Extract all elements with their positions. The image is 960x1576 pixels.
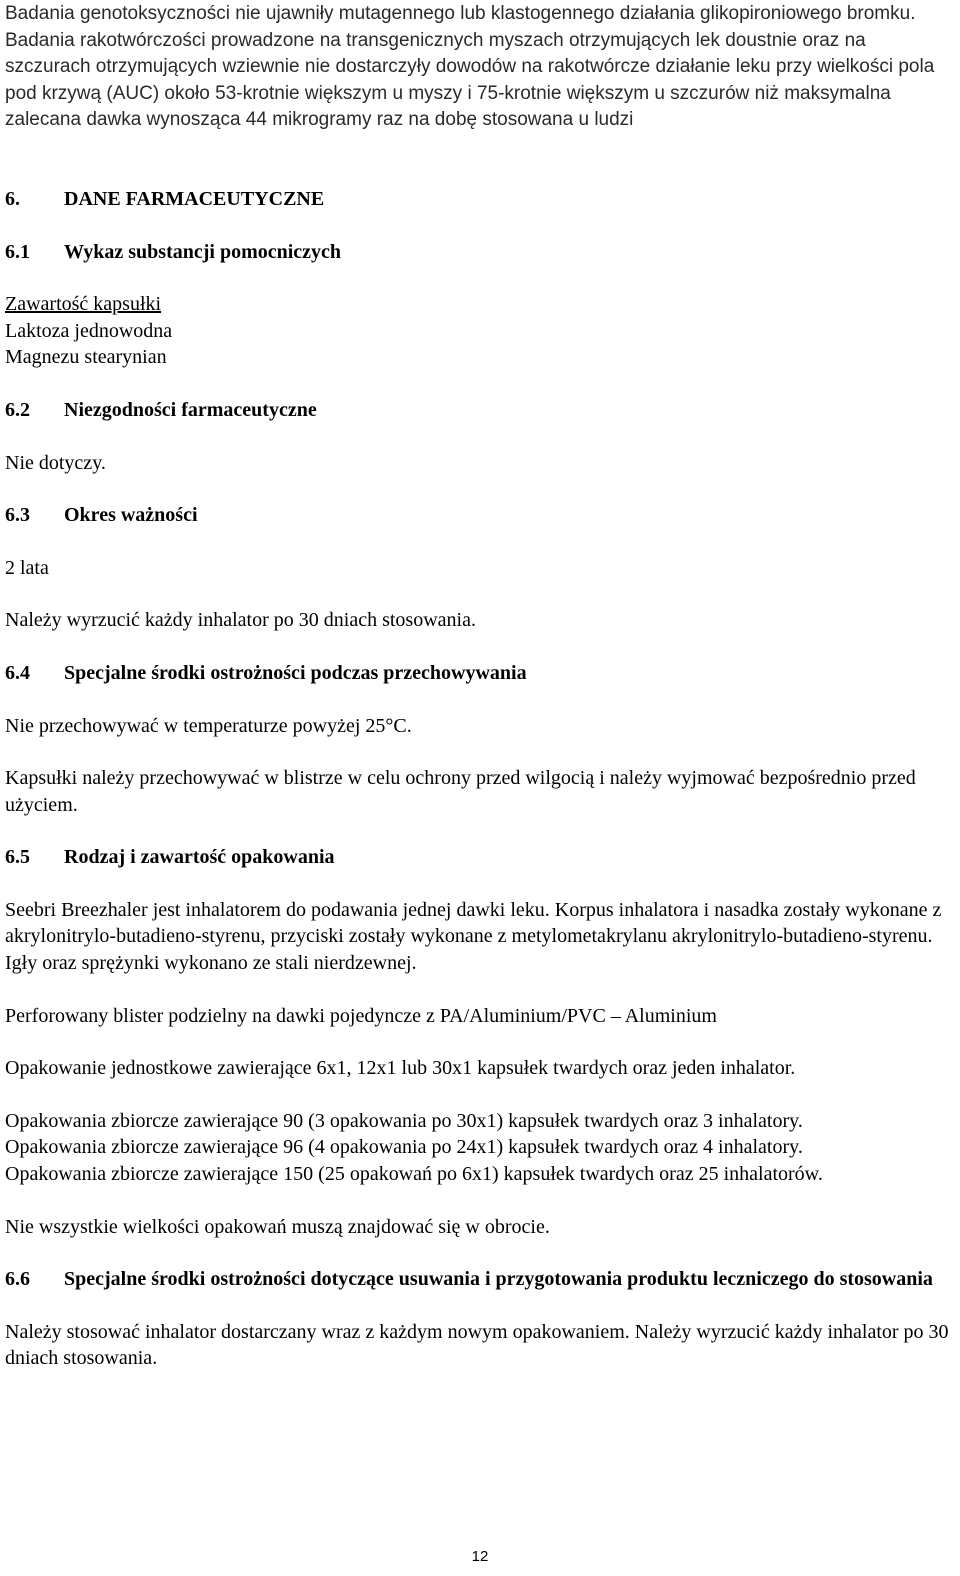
multipack-line: Opakowania zbiorcze zawierające 96 (4 opakowania po 24x1) kapsułek twardych oraz 4 inhalatory. <box>5 1136 803 1159</box>
shelf-life-note: Należy wyrzucić każdy inhalator po 30 dniach stosowania. <box>5 609 476 632</box>
shelf-life-text: 2 lata <box>5 556 49 579</box>
inhaler-description: Seebri Breezhaler jest inhalatorem do podawania jednej dawki leku. Korpus inhalatora i nasadka zostały wykonane z akrylonitrylo-butadieno-styrenu, przyciski zostały wykonane z metylometakrylanu akrylonitrylo-butadieno-styrenu. Igły oraz sprężynki wykonano ze stali nierdzewnej. <box>5 898 942 975</box>
section-6-4-heading <box>5 660 955 687</box>
section-6-2-heading <box>5 397 955 424</box>
section-title: Niezgodności farmaceutyczne <box>64 398 317 421</box>
section-title: Okres ważności <box>64 504 198 527</box>
incompatibilities-text: Nie dotyczy. <box>5 451 106 474</box>
section-6-6-heading <box>5 1266 955 1293</box>
excipient-item: Laktoza jednowodna <box>5 319 173 342</box>
blister-description: Perforowany blister podzielny na dawki pojedyncze z PA/Aluminium/PVC – Aluminium <box>5 1004 717 1027</box>
section-6-heading <box>5 186 955 213</box>
section-number: 6. <box>5 187 20 210</box>
multipack-line: Opakowania zbiorcze zawierające 90 (3 opakowania po 30x1) kapsułek twardych oraz 3 inhalatory. <box>5 1109 803 1132</box>
section-number: 6.2 <box>5 398 30 421</box>
section-6-1-heading <box>5 239 955 266</box>
section-title: Specjalne środki ostrożności dotyczące usuwania i przygotowania produktu leczniczego do stosowania <box>64 1268 933 1291</box>
section-title: DANE FARMACEUTYCZNE <box>64 187 325 210</box>
multipack-line: Opakowania zbiorcze zawierające 150 (25 opakowań po 6x1) kapsułek twardych oraz 25 inhalatorów. <box>5 1163 823 1186</box>
section-6-5-heading <box>5 844 955 871</box>
section-number: 6.1 <box>5 240 30 263</box>
storage-temperature-text: Nie przechowywać w temperaturze powyżej 25°C. <box>5 714 412 737</box>
capsule-contents-subheading: Zawartość kapsułki <box>5 293 162 316</box>
section-number: 6.4 <box>5 661 30 684</box>
section-title: Wykaz substancji pomocniczych <box>64 240 342 263</box>
section-number: 6.5 <box>5 846 30 869</box>
excipient-item: Magnezu stearynian <box>5 346 167 369</box>
section-6-3-heading <box>5 502 955 529</box>
section-title: Specjalne środki ostrożności podczas przechowywania <box>64 661 527 684</box>
unit-pack-description: Opakowanie jednostkowe zawierające 6x1, 12x1 lub 30x1 kapsułek twardych oraz jeden inhalator. <box>5 1057 796 1080</box>
disposal-text: Należy stosować inhalator dostarczany wraz z każdym nowym opakowaniem. Należy wyrzucić każdy inhalator po 30 dniach stosowania. <box>5 1320 949 1370</box>
section-number: 6.3 <box>5 504 30 527</box>
page-number: 12 <box>471 1548 489 1565</box>
section-title: Rodzaj i zawartość opakowania <box>64 846 335 869</box>
marketing-note: Nie wszystkie wielkości opakowań muszą znajdować się w obrocie. <box>5 1215 550 1238</box>
document-page <box>5 0 955 1372</box>
storage-blister-text: Kapsułki należy przechowywać w blistrze w celu ochrony przed wilgocią i należy wyjmować bezpośrednio przed użyciem. <box>5 767 916 816</box>
intro-paragraph: Badania genotoksyczności nie ujawniły mutagennego lub klastogennego działania glikopironiowego bromku. Badania rakotwórczości prowadzone na transgenicznych myszach otrzymujących lek doustnie oraz na szczurach otrzymujących wziewnie nie dostarczyły dowodów na rakotwórcze działanie leku przy wielkości pola pod krzywą (AUC) około 53-krotnie większym u myszy i 75-krotnie większym u szczurów niż maksymalna zalecana dawka wynosząca 44 mikrogramy raz na dobę stosowana u ludzi <box>5 3 935 131</box>
section-number: 6.6 <box>5 1268 30 1291</box>
